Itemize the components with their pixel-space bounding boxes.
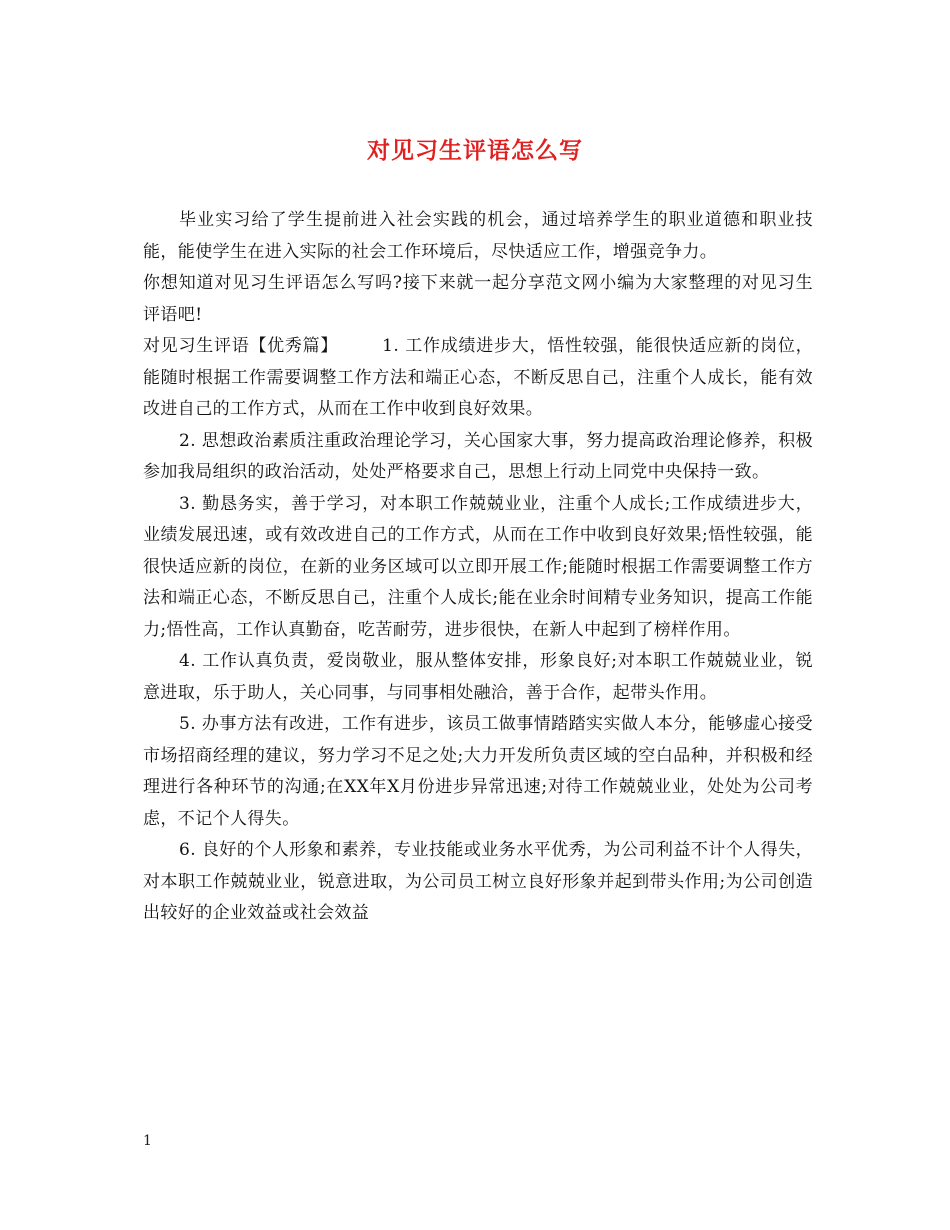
page-title: 对见习生评语怎么写 — [367, 137, 583, 164]
page-number: 1 — [143, 1133, 152, 1149]
list-item: 6. 良好的个人形象和素养，专业技能或业务水平优秀，为公司利益不计个人得失，对本职工作兢兢业业，锐意进取，为公司员工树立良好形象并起到带头作用;为公司创造出较好的企业效益或社会效益 — [143, 840, 813, 923]
lead-paragraph: 你想知道对见习生评语怎么写吗?接下来就一起分享范文网小编为大家整理的对见习生评语吧! — [143, 273, 813, 325]
list-item: 1. 工作成绩进步大，悟性较强，能很快适应新的岗位，能随时根据工作需要调整工作方法和端正心态，不断反思自己，注重个人成长，能有效改进自己的工作方式，从而在工作中收到良好效果。 — [143, 336, 813, 419]
intro-paragraph: 毕业实习给了学生提前进入社会实践的机会，通过培养学生的职业道德和职业技能，能使学生在进入实际的社会工作环境后，尽快适应工作，增强竞争力。 — [143, 210, 813, 262]
list-item: 2. 思想政治素质注重政治理论学习，关心国家大事，努力提高政治理论修养，积极参加我局组织的政治活动，处处严格要求自己，思想上行动上同党中央保持一致。 — [143, 430, 813, 482]
list-item: 5. 办事方法有改进，工作有进步，该员工做事情踏踏实实做人本分，能够虚心接受市场招商经理的建议，努力学习不足之处;大力开发所负责区域的空白品种，并积极和经理进行各种环节的沟通;在XX年X月份进步异常迅速;对待工作兢兢业业，处处为公司考虑，不记个人得失。 — [143, 714, 813, 829]
list-item: 3. 勤恳务实，善于学习，对本职工作兢兢业业，注重个人成长;工作成绩进步大，业绩发展迅速，或有效改进自己的工作方式，从而在工作中收到良好效果;悟性较强，能很快适应新的岗位，在新的业务区域可以立即开展工作;能随时根据工作需要调整工作方法和端正心态，不断反思自己，注重个人成长;能在业余时间精专业务知识，提高工作能力;悟性高，工作认真勤奋，吃苦耐劳，进步很快，在新人中起到了榜样作用。 — [143, 493, 813, 640]
list-item: 4. 工作认真负责，爱岗敬业，服从整体安排，形象良好;对本职工作兢兢业业，锐意进取，乐于助人，关心同事，与同事相处融洽，善于合作，起带头作用。 — [143, 651, 813, 703]
first-item-paragraph — [143, 331, 813, 426]
document-body — [143, 205, 813, 930]
section-heading: 对见习生评语【优秀篇】 — [143, 336, 339, 356]
